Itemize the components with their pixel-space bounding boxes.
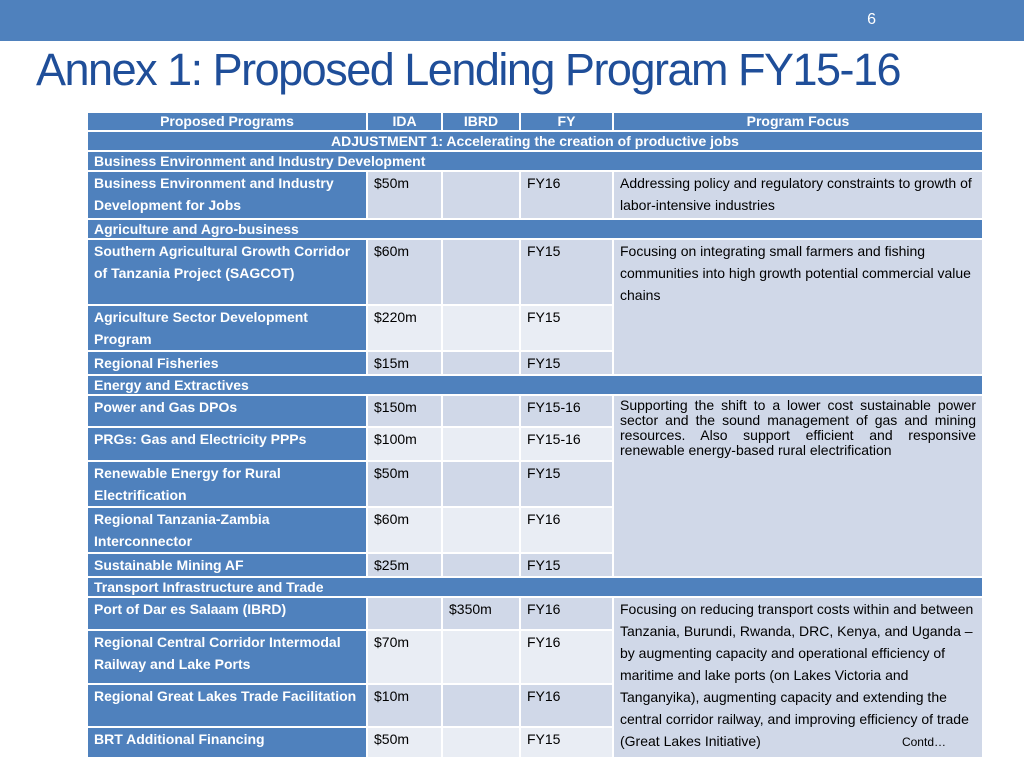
program-focus [613, 597, 983, 758]
section-row [87, 375, 983, 395]
table-header-row [87, 112, 983, 131]
fiscal-year: FY15 [520, 461, 613, 507]
page-title: Annex 1: Proposed Lending Program FY15-16 [36, 44, 901, 95]
header-fy: FY [520, 112, 613, 131]
ibrd-amount [442, 171, 520, 219]
ibrd-amount [442, 684, 520, 727]
section-row [87, 151, 983, 171]
continued-note: Contd… [901, 735, 946, 749]
program-name: BRT Additional Financing [87, 727, 367, 758]
fiscal-year: FY16 [520, 507, 613, 553]
header-ida: IDA [367, 112, 442, 131]
ida-amount: $60m [367, 507, 442, 553]
program-focus: Addressing policy and regulatory constraints to growth of labor-intensive industries [613, 171, 983, 219]
program-name: Sustainable Mining AF [87, 553, 367, 577]
program-name: Renewable Energy for Rural Electrification [87, 461, 367, 507]
ida-amount: $10m [367, 684, 442, 727]
header-bar [0, 0, 1024, 41]
fiscal-year: FY15 [520, 305, 613, 351]
program-name: Agriculture Sector Development Program [87, 305, 367, 351]
fiscal-year: FY15-16 [520, 427, 613, 461]
table-row [87, 171, 983, 219]
table-row [87, 395, 983, 427]
section-row [87, 577, 983, 597]
ida-amount: $15m [367, 351, 442, 375]
ibrd-amount [442, 305, 520, 351]
program-name: Southern Agricultural Growth Corridor of Tanzania Project (SAGCOT) [87, 239, 367, 305]
program-focus: Supporting the shift to a lower cost sustainable power sector and the sound management of gas and mining resources. Also support efficient and responsive renewable energy-based rural electrification [613, 395, 983, 577]
ibrd-amount [442, 727, 520, 758]
ida-amount: $50m [367, 461, 442, 507]
fiscal-year: FY16 [520, 630, 613, 684]
ida-amount [367, 597, 442, 630]
table-row [87, 597, 983, 630]
fiscal-year: FY15 [520, 351, 613, 375]
program-focus: Focusing on integrating small farmers and fishing communities into high growth potential commercial value chains [613, 239, 983, 375]
program-name: PRGs: Gas and Electricity PPPs [87, 427, 367, 461]
ida-amount: $50m [367, 727, 442, 758]
adjustment-row [87, 131, 983, 151]
adjustment-title: ADJUSTMENT 1: Accelerating the creation of productive jobs [87, 131, 983, 151]
program-name: Power and Gas DPOs [87, 395, 367, 427]
header-programs: Proposed Programs [87, 112, 367, 131]
ibrd-amount [442, 553, 520, 577]
ibrd-amount [442, 239, 520, 305]
fiscal-year: FY15-16 [520, 395, 613, 427]
fiscal-year: FY15 [520, 553, 613, 577]
table-row [87, 239, 983, 305]
program-name: Regional Great Lakes Trade Facilitation [87, 684, 367, 727]
ida-amount: $60m [367, 239, 442, 305]
header-focus: Program Focus [613, 112, 983, 131]
ida-amount: $50m [367, 171, 442, 219]
ibrd-amount [442, 507, 520, 553]
fiscal-year: FY15 [520, 727, 613, 758]
program-focus-text: Focusing on reducing transport costs within and between Tanzania, Burundi, Rwanda, DRC, Kenya, and Uganda – by augmenting capacity and operational efficiency of maritime and lake ports (on Lakes Victoria and Tanganyika), augmenting capacity and extending the central corridor railway, and improving efficiency of trade (Great Lakes Initiative) [620, 601, 974, 749]
fiscal-year: FY15 [520, 239, 613, 305]
ibrd-amount: $350m [442, 597, 520, 630]
ibrd-amount [442, 351, 520, 375]
header-ibrd: IBRD [442, 112, 520, 131]
ida-amount: $100m [367, 427, 442, 461]
program-name: Regional Central Corridor Intermodal Railway and Lake Ports [87, 630, 367, 684]
slide-number: 6 [867, 11, 876, 28]
fiscal-year: FY16 [520, 171, 613, 219]
ibrd-amount [442, 427, 520, 461]
fiscal-year: FY16 [520, 597, 613, 630]
program-name: Business Environment and Industry Development for Jobs [87, 171, 367, 219]
ida-amount: $70m [367, 630, 442, 684]
program-name: Regional Tanzania-Zambia Interconnector [87, 507, 367, 553]
ida-amount: $150m [367, 395, 442, 427]
section-title: Transport Infrastructure and Trade [87, 577, 983, 597]
section-title: Agriculture and Agro-business [87, 219, 983, 239]
lending-program-table [86, 111, 984, 759]
program-name: Port of Dar es Salaam (IBRD) [87, 597, 367, 630]
ibrd-amount [442, 630, 520, 684]
program-name: Regional Fisheries [87, 351, 367, 375]
ibrd-amount [442, 461, 520, 507]
ibrd-amount [442, 395, 520, 427]
ida-amount: $25m [367, 553, 442, 577]
ida-amount: $220m [367, 305, 442, 351]
section-title: Business Environment and Industry Development [87, 151, 983, 171]
fiscal-year: FY16 [520, 684, 613, 727]
section-row [87, 219, 983, 239]
section-title: Energy and Extractives [87, 375, 983, 395]
